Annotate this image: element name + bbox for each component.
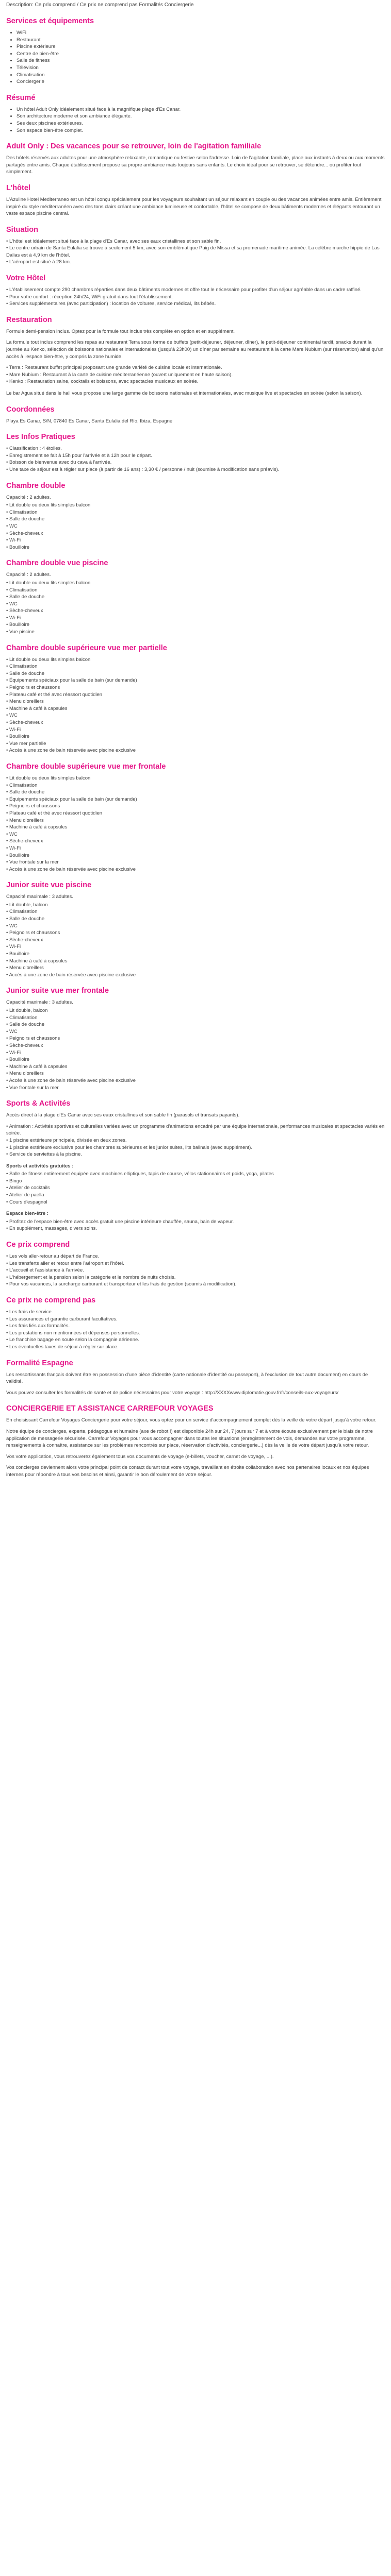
list-item: • Climatisation (17, 72, 385, 79)
list-item: • Sèche-cheveux (6, 530, 385, 537)
list-item: • WC (6, 831, 385, 838)
list-item: • Bouilloire (6, 733, 385, 740)
list-item: • WC (6, 601, 385, 608)
formalite-text-1: Les ressortissants français doivent être en possession d'une pièce d'identité (carte nationale d'identité ou passeport), à l'exclusion de tout autre document) en cours de validité. (6, 1371, 368, 1385)
room-amenities-list (6, 580, 385, 636)
list-item: • Bouilloire (6, 1056, 385, 1063)
list-item: • Sèche-cheveux (6, 838, 385, 845)
formalite-text-2: Vous pouvez consulter les formalités de santé et de police nécessaires pour votre voyage : http://XXXXwww.diplomatie.gouv.fr/fr/conseils-aux-voyageurs/ (6, 1389, 339, 1396)
list-item: • Accès à une zone de bain réservée avec piscine exclusive (6, 1077, 385, 1084)
list-item: • Salle de douche (6, 789, 385, 796)
list-item: • Climatisation (6, 782, 385, 789)
conciergerie-p2: Notre équipe de concierges, experte, pédagogue et humaine (axe de robot !) est disponible 24h sur 24, 7 jours sur 7 et à votre écoute exclusivement par le biais de notre application de messagerie sécurisée. Carrefour Voyages pour vous accompagner dans toutes les situations (enregistrement de vols, demandes sur votre programme, renseignements à connaître, assistance sur les problèmes rencontrés sur place, réservation d'activités, conciergerie...) dès la veille de votre départ jusqu'à votre retour. (6, 1428, 373, 1449)
list-item: • L'hébergement et la pension selon la catégorie et le nombre de nuits choisis. (6, 1274, 385, 1281)
sports-included-list (6, 1171, 385, 1206)
list-item: • Sèche-cheveux (6, 719, 385, 726)
prix-ne-comprend-title: Ce prix ne comprend pas (6, 1296, 96, 1304)
list-item: • Bouilloire (6, 544, 385, 551)
list-item: • Centre de bien-être (17, 50, 385, 58)
list-item: • Profitez de l'espace bien-être avec accès gratuit une piscine intérieure chauffée, sauna, bain de vapeur. (6, 1218, 385, 1226)
list-item: • Lit double ou deux lits simples balcon (6, 502, 385, 509)
room-amenities-list (6, 902, 385, 979)
list-item: • Pour vos vacances, la surcharge carburant et transporteur et les frais de gestion (soumis à modification). (6, 1281, 385, 1288)
list-item: • L'aéroport est situé à 28 km. (6, 259, 385, 266)
room-title: Junior suite vue mer frontale (6, 987, 109, 995)
list-item: • Bingo (6, 1178, 385, 1185)
list-item: • Accès à une zone de bain réservée avec piscine exclusive (6, 747, 385, 754)
list-item: • Sèche-cheveux (6, 1042, 385, 1049)
restauration-formule: La formule tout inclus comprend les repas au restaurant Terra sous forme de buffets (petit-déjeuner, déjeuner, dîner), le petit-déjeuner continental tardif, snacks durant la journée au Kenko, sélection de boissons nationales et internationales (jusqu'à 23h00) un dîner par semaine au restaurant à la carte Mare Nubium (sur réservation) ainsi qu'un accès à l'espace bien-être, y compris la zone humide. (6, 340, 384, 360)
list-item: • Salle de douche (6, 670, 385, 677)
list-item: • Animation : Activités sportives et culturelles variées avec un programme d'animations encadré par une équipe internationale, performances musicales et spectacles variés en soirée. (6, 1123, 385, 1137)
list-item: • Wi-Fi (6, 726, 385, 734)
adult-only-title: Adult Only : Des vacances pour se retrouver, loin de l'agitation familiale (6, 142, 262, 151)
infos-list (6, 445, 385, 473)
room-capacity: Capacité : 2 adultes. (6, 494, 51, 500)
votre-hotel-title: Votre Hôtel (6, 274, 46, 283)
room-title: Chambre double supérieure vue mer partielle (6, 643, 167, 652)
list-item: • Peignoirs et chaussons (6, 684, 385, 691)
coordonnees-title: Coordonnées (6, 405, 55, 414)
room-capacity: Capacité : 2 adultes. (6, 572, 51, 578)
list-item: • L'hôtel est idéalement situé face à la plage d'Es Canar, avec ses eaux cristallines et son sable fin. (6, 238, 385, 245)
list-item: • Climatisation (6, 1014, 385, 1022)
list-item: • Peignoirs et chaussons (6, 929, 385, 937)
list-item: • Machine à café à capsules (6, 824, 385, 831)
adult-only-text: Des hôtels réservés aux adultes pour une atmosphère relaxante, romantique ou festive selon l'adresse. Loin de l'agitation familiale, place aux instants à deux ou aux moments partagés entre amis. Chaque établissement propose sa propre ambiance mais toujours sans enfants. Le choix idéal pour se retrouver, se détendre... ou profiter tout simplement. (6, 155, 385, 175)
prix-ne-comprend-list (6, 1309, 385, 1351)
list-item: • Vue piscine (6, 629, 385, 636)
list-item: • WC (6, 1028, 385, 1036)
list-item: • Bouilloire (6, 951, 385, 958)
sports-included-title: Sports et activités gratuites : (6, 1163, 74, 1169)
list-item: • Menu d'oreillers (6, 1070, 385, 1077)
list-item: • Menu d'oreillers (6, 964, 385, 972)
infos-title: Les Infos Pratiques (6, 433, 75, 442)
list-item: • Télévision (17, 64, 385, 72)
rooms-section (6, 481, 385, 1092)
list-item: • Services supplémentaires (avec participation) : location de voitures, service médical, lits bébés. (6, 300, 385, 308)
list-item: • Équipements spéciaux pour la salle de bain (sur demande) (6, 796, 385, 803)
list-item: • Peignoirs et chaussons (6, 1035, 385, 1042)
list-item: • Bouilloire (6, 621, 385, 629)
prix-comprend-list (6, 1253, 385, 1288)
wellness-title: Espace bien-être : (6, 1211, 48, 1217)
list-item: • Sèche-cheveux (6, 607, 385, 615)
list-item: • Plateau café et thé avec réassort quotidien (6, 691, 385, 699)
list-item: • Piscine extérieure (17, 43, 385, 50)
list-item: • WC (6, 523, 385, 530)
list-item: • Wi-Fi (6, 537, 385, 544)
list-item: • Climatisation (6, 509, 385, 516)
list-item: • Équipements spéciaux pour la salle de bain (sur demande) (6, 677, 385, 684)
list-item: • Machine à café à capsules (6, 705, 385, 713)
list-item: • Mare Nubium : Restaurant à la carte de cuisine méditerranéenne (ouvert uniquement en haute saison). (6, 371, 385, 379)
list-item: • Terra : Restaurant buffet principal proposant une grande variété de cuisine locale et internationale. (6, 364, 385, 371)
list-item: • Vue frontale sur la mer (6, 859, 385, 866)
list-item: • Wi-Fi (6, 845, 385, 852)
list-item: • Cours d'espagnol (6, 1199, 385, 1206)
conciergerie-p1: En choisissant Carrefour Voyages Conciergerie pour votre séjour, vous optez pour un service d'accompagnement complet dès la veille de votre départ jusqu'à votre retour. (6, 1417, 377, 1423)
list-item: • Plateau café et thé avec réassort quotidien (6, 810, 385, 817)
list-item: • Wi-Fi (6, 943, 385, 951)
list-item: • Machine à café à capsules (6, 1063, 385, 1071)
list-item: • Atelier de cocktails (6, 1184, 385, 1192)
list-item: • Les assurances et garantie carburant facultatives. (6, 1316, 385, 1323)
list-item: • Bouilloire (6, 852, 385, 859)
room-title: Junior suite vue piscine (6, 881, 92, 890)
restauration-intro: Formule demi-pension inclus. Optez pour la formule tout inclus très complète en option et en supplément. (6, 328, 235, 334)
list-item: • Machine à café à capsules (6, 958, 385, 965)
conciergerie-p4: Vos concierges deviennent alors votre principal point de contact durant tout votre voyage, travaillant en étroite collaboration avec nos partenaires locaux et nos équipes internes pour répondre à tous vos besoins et ainsi, garantir le bon déroulement de votre séjour. (6, 1465, 369, 1478)
wellness-list (6, 1218, 385, 1232)
page-description: Description: Ce prix comprend / Ce prix ne comprend pas Formalités Conciergerie (6, 2, 194, 8)
list-item: • Salle de fitness (17, 57, 385, 64)
room-title: Chambre double vue piscine (6, 559, 108, 568)
list-item: • Conciergerie (17, 78, 385, 86)
restauration-title: Restauration (6, 315, 52, 324)
sports-list (6, 1123, 385, 1158)
list-item: • Classification : 4 étoiles. (6, 445, 385, 452)
list-item: • 1 piscine extérieure principale, divisée en deux zones. (6, 1137, 385, 1144)
votre-hotel-list (6, 286, 385, 308)
list-item: • Son espace bien-être complet. (17, 127, 385, 134)
list-item: • Salle de douche (6, 1021, 385, 1028)
list-item: • Accès à une zone de bain réservée avec piscine exclusive (6, 866, 385, 873)
list-item: • Pour votre confort : réception 24h/24, WiFi gratuit dans tout l'établissement. (6, 294, 385, 301)
formalite-title: Formalité Espagne (6, 1359, 73, 1367)
situation-list (6, 238, 385, 266)
list-item: • Salle de douche (6, 516, 385, 523)
list-item: • 1 piscine extérieure exclusive pour les chambres supérieures et les junior suites, lits balinais (avec supplément). (6, 1144, 385, 1151)
list-item: • Climatisation (6, 587, 385, 594)
list-item: • Restaurant (17, 37, 385, 44)
list-item: • WiFi (17, 29, 385, 37)
list-item: • Kenko : Restauration saine, cocktails et boissons, avec spectacles musicaux en soirée. (6, 378, 385, 385)
list-item: • Les prestations non mentionnées et dépenses personnelles. (6, 1330, 385, 1337)
list-item: • Peignoirs et chaussons (6, 803, 385, 810)
list-item: • Lit double, balcon (6, 1007, 385, 1014)
list-item: • Atelier de paella (6, 1192, 385, 1199)
list-item: • Climatisation (6, 663, 385, 670)
restauration-bar: Le bar Agua situé dans le hall vous propose une large gamme de boissons nationales et internationales, avec musique live et spectacles en soirée (selon la saison). (6, 391, 363, 396)
room-amenities-list (6, 502, 385, 551)
list-item: • Vue mer partielle (6, 740, 385, 748)
coordonnees-address: Playa Es Canar, S/N, 07840 Es Canar, Santa Eulalia del Río, Ibiza, Espagne (6, 418, 173, 424)
list-item: • Le centre urbain de Santa Eulalia se trouve à seulement 5 km, avec son emblématique Puig de Missa et sa promenade maritime animée. La célèbre marche hippie de Las Dalias est à 4,9 km de l'hôtel. (6, 245, 385, 259)
room-amenities-list (6, 1007, 385, 1091)
list-item: • Les transferts aller et retour entre l'aéroport et l'hôtel. (6, 1260, 385, 1267)
list-item: • Menu d'oreillers (6, 817, 385, 824)
list-item: • Lit double ou deux lits simples balcon (6, 656, 385, 664)
room-capacity: Capacité maximale : 3 adultes. (6, 999, 73, 1006)
list-item: • L'établissement compte 290 chambres réparties dans deux bâtiments modernes et offre tout le nécessaire pour profiter d'un séjour agréable dans un cadre raffiné. (6, 286, 385, 294)
list-item: • Sèche-cheveux (6, 937, 385, 944)
room-capacity: Capacité maximale : 3 adultes. (6, 894, 73, 900)
list-item: • Lit double ou deux lits simples balcon (6, 775, 385, 782)
list-item: • L'accueil et l'assistance à l'arrivée. (6, 1267, 385, 1274)
list-item: • Les frais liés aux formalités. (6, 1323, 385, 1330)
conciergerie-p3: Vos votre application, vous retrouverez également tous vos documents de voyage (e-billets, voucher, carnet de voyage, ...). (6, 1453, 274, 1460)
list-item: • WC (6, 712, 385, 719)
list-item: • Salle de douche (6, 916, 385, 923)
room-title: Chambre double (6, 481, 66, 490)
list-item: • Salle de douche (6, 594, 385, 601)
list-item: • Vue frontale sur la mer (6, 1084, 385, 1092)
list-item: • Wi-Fi (6, 1049, 385, 1057)
list-item: • Enregistrement se fait à 15h pour l'arrivée et à 12h pour le départ. (6, 452, 385, 460)
sports-title: Sports & Activités (6, 1099, 71, 1108)
list-item: • Menu d'oreillers (6, 698, 385, 705)
list-item: • En supplément, massages, divers soins. (6, 1225, 385, 1232)
room-title: Chambre double supérieure vue mer frontale (6, 762, 166, 771)
list-item: • Ses deux piscines extérieures. (17, 120, 385, 127)
situation-title: Situation (6, 225, 39, 234)
room-amenities-list (6, 656, 385, 754)
list-item: • Lit double ou deux lits simples balcon (6, 580, 385, 587)
list-item: • Boisson de bienvenue avec du cava à l'arrivée. (6, 459, 385, 466)
sports-intro: Accès direct à la plage d'Es Canar avec ses eaux cristallines et son sable fin (parasols et transats payants). (6, 1112, 240, 1118)
list-item: • Un hôtel Adult Only idéalement situé face à la magnifique plage d'Es Canar. (17, 106, 385, 113)
list-item: • Wi-Fi (6, 615, 385, 622)
list-item: • WC (6, 923, 385, 930)
restauration-list (6, 364, 385, 385)
hotel-title: L'hôtel (6, 183, 30, 192)
services-list (6, 29, 385, 86)
list-item: • Climatisation (6, 908, 385, 916)
list-item: • Les frais de service. (6, 1309, 385, 1316)
list-item: • Les éventuelles taxes de séjour à régler sur place. (6, 1344, 385, 1351)
resume-title: Résumé (6, 93, 36, 102)
resume-list (6, 106, 385, 134)
list-item: • Salle de fitness entièrement équipée avec machines elliptiques, tapis de course, vélos stationnaires et poids, yoga, pilates (6, 1171, 385, 1178)
room-amenities-list (6, 775, 385, 873)
prix-comprend-title: Ce prix comprend (6, 1241, 70, 1249)
list-item: • Accès à une zone de bain réservée avec piscine exclusive (6, 972, 385, 979)
hotel-text: L'Azuline Hotel Mediterraneo est un hôtel conçu spécialement pour les voyageurs souhaitant un séjour relaxant en couple ou des vacances animées entre amis. Entièrement inspiré du style méditerranéen avec des tons clairs créant une ambiance lumineuse et confortable, l'hôtel se compose de deux bâtiments modernes et élégants entourant un vaste espace piscine central. (6, 196, 382, 217)
services-title: Services et équipements (6, 17, 94, 25)
list-item: • Une taxe de séjour est à régler sur place (à partir de 16 ans) : 3,30 € / personne / nuit (soumise à modification sans préavis). (6, 466, 385, 473)
list-item: • Service de serviettes à la piscine. (6, 1151, 385, 1158)
list-item: • Son architecture moderne et son ambiance élégante. (17, 113, 385, 120)
list-item: • Lit double, balcon (6, 902, 385, 909)
list-item: • Le franchise bagage en soute selon la compagnie aérienne. (6, 1336, 385, 1344)
list-item: • Les vols aller-retour au départ de France. (6, 1253, 385, 1260)
conciergerie-title: CONCIERGERIE ET ASSISTANCE CARREFOUR VOYAGES (6, 1404, 214, 1413)
